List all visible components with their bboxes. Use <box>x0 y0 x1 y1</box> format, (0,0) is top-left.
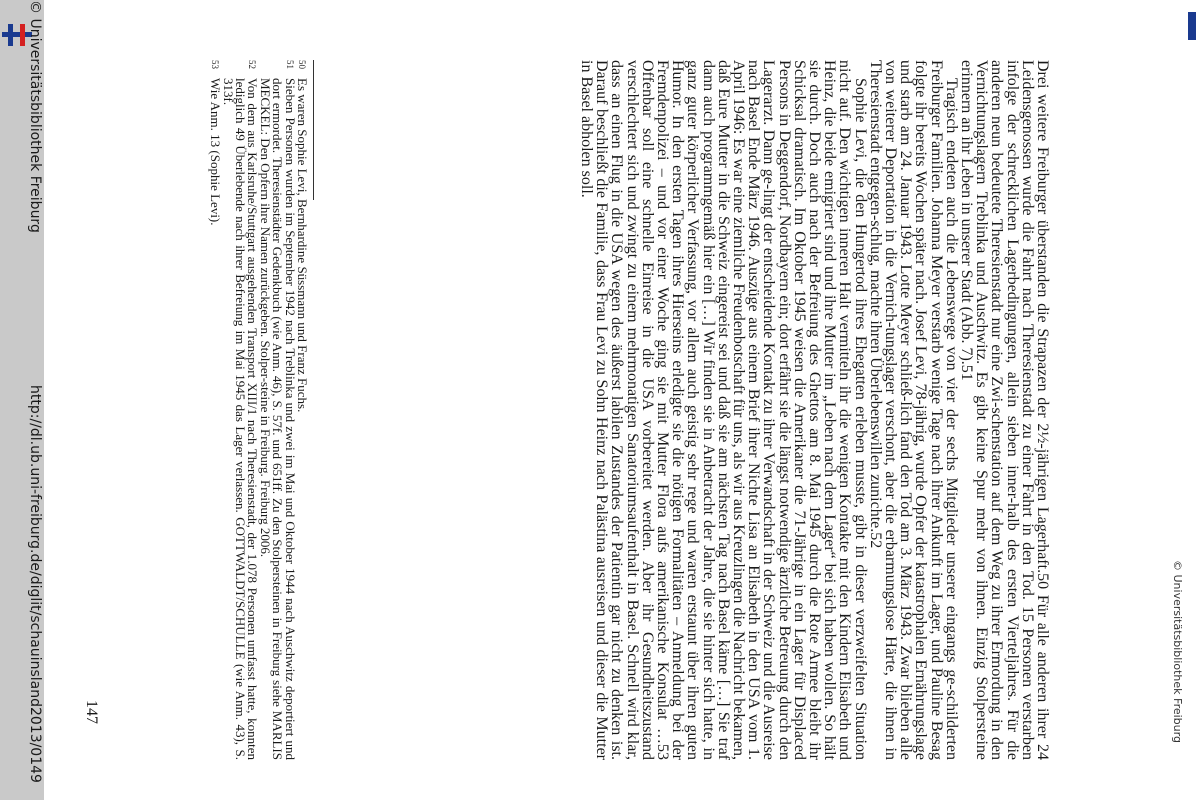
footnote-number: 51 <box>284 60 295 69</box>
footnote <box>257 60 298 760</box>
footnote-text: Sieben Personen wurden im September 1942 nach Treblinka und zwei im Mai und Oktober 1944 nach Auschwitz deportiert und dort ermordet. Theresienstädter Gedenkbuch (wie Anm. 46), S. 57f. und 651ff. Zu den Stolpersteinen in Freiburg siehe MARLIS MECKEL: Den Opfern ihre Namen zurückgeben. Stolper-steine in Freiburg. Freiburg 2006. <box>257 78 298 760</box>
paragraph: Tragisch endeten auch die Lebenswege von vier der sechs Mitglieder unserer eingangs ge-schilderten Freiburger Familien. Johanna Meyer verstarb wenige Tage nach ihrer Ankunft im Lager, und Pauline Besag folgte ihr bereits Wochen später nach. Josef Levi, 78-jährig, wurde Opfer der katastrophalen Ernährungslage und starb am 24. Januar 1943. Lotte Meyer schließ-lich fand den Tod am 3. März 1943. Zwar blieben alle von weiterer Deportation in die Vernich-tungslager verschont, aber die erbarmungslose Härte, die ihnen in Theresienstadt entgegen-schlug, machte ihren Überlebenswillen zunichte.52 <box>866 60 960 760</box>
footnote-text: Wie Anm. 13 (Sophie Levi). <box>208 78 224 226</box>
footnote-number: 52 <box>247 60 258 69</box>
body-text <box>579 60 1050 760</box>
copyright-text: © Universitätsbibliothek Freiburg <box>27 0 43 233</box>
footnote <box>220 60 261 760</box>
viewer-right-strip <box>1184 0 1198 800</box>
ub-logo-right-icon <box>1188 12 1196 40</box>
footnote <box>208 60 224 760</box>
footnotes <box>209 60 308 760</box>
footnote-number: 53 <box>210 60 221 69</box>
permalink-url[interactable]: http://dl.ub.uni-freiburg.de/diglit/schauinsland2013/0149 <box>27 385 43 783</box>
paragraph: Sophie Levi, die den Hungertod ihres Ehegatten erleben musste, gibt in dieser verzweifelten Situation nicht auf. Den wichtigen inneren Halt vermitteln ihr die wenigen Kontakte mit den Kindern Elisabeth und Heinz, die beide emigriert sind und ihre Mutter im „Leben nach dem Lager“ bei sich haben wollen. So hält sie durch. Doch auch nach der Befreiung des Ghettos am 8. Mai 1945 durch die Rote Armee bleibt ihr Schicksal dramatisch. Im Oktober 1945 weisen die Amerikaner die 71-Jährige in ein Lager für Displaced Persons in Deggendorf, Nordbayern ein; dort erfährt sie die längst notwendige ärztliche Betreuung durch den Lagerarzt. Dann ge-lingt der entscheidende Kontakt zu ihrer Verwandschaft in der Schweiz und die Ausreise nach Basel Ende März 1946. Auszüge aus einem Brief ihrer Nichte Lisa an Elisabeth in den USA vom 1. April 1946: Es war eine ziemliche Freudenbotschaft für uns, als wir aus Kreuzlingen die Nachricht bekamen, daß Eure Mutter in die Schweiz eingereist sei und daß sie am nächsten Tag nach Basel käme […] Sie traf dann auch programmgemäß hier ein […] Wir finden sie in Anbetracht der Jahre, die sie hinter sich hatte, in ganz guter körperlicher Verfassung, vor allem auch geistig sehr rege und waren erstaunt über ihren guten Humor. In den ersten Tagen ihres Hierseins erledigte sie die nötigen Formalitäten – Anmeldung bei der Fremdenpolizei – und vor einer Woche ging sie mit Mutter Flora aufs amerikanische Konsulat …53 Offenbar soll eine schnelle Einreise in die USA vorbereitet werden. Aber ihr Gesundheitszustand verschlechtert sich und zwingt zu einem mehrmonatigen Sanatoriumsaufenthalt in Basel. Schnell wird klar, dass an einen Flug in die USA wegen des äußerst labilen Zustandes der Patientin gar nicht zu denken ist. Darauf beschließt die Familie, dass Frau Levi zu Sohn Heinz nach Palästina ausreisen und dieser die Mutter in Basel abholen soll. <box>577 60 869 760</box>
footnote-number: 50 <box>297 60 307 69</box>
right-copyright-text: © Universitätsbibliothek Freiburg <box>1171 560 1184 743</box>
footnote-text: Es waren Sophie Levi, Bernhardine Süssmann und Franz Fuchs. <box>295 78 310 413</box>
page-number: 147 <box>83 700 100 724</box>
scanned-page <box>50 0 1060 800</box>
footnote-text: Von dem aus Karlsruhe/Stuttgart ausgehenden Transport XIII/1 nach Theresienstadt, der 1.078 Personen umfasst hatte, konnten lediglich 49 Überlebende nach ihrer Befreiung im Mai 1945 das Lager verlassen. GOTTWALDT/SCHULLE (wie Anm. 43), S. 313f. <box>220 78 261 760</box>
paragraph: Drei weitere Freiburger überstanden die Strapazen der 2½-jährigen Lagerhaft.50 Für alle anderen ihrer 24 Leidensgenossen wurde die Fahrt nach Theresienstadt zu einer Fahrt in den Tod. 15 Personen verstarben infolge der schrecklichen Lagerbedingungen, allein sieben inner-halb des ersten Vierteljahres. Für die anderen neun bedeutete Theresienstadt nur eine Zwi-schenstation auf dem Weg zu ihrer Ermordung in den Vernichtungslagern Treblinka und Auschwitz. Es gibt keine Spur mehr von ihnen. Einzig Stolpersteine erinnern an ihr Leben in unserer Stadt (Abb. 7).51 <box>957 60 1051 760</box>
viewer-left-text <box>22 0 44 800</box>
footnote-rule <box>313 60 314 200</box>
